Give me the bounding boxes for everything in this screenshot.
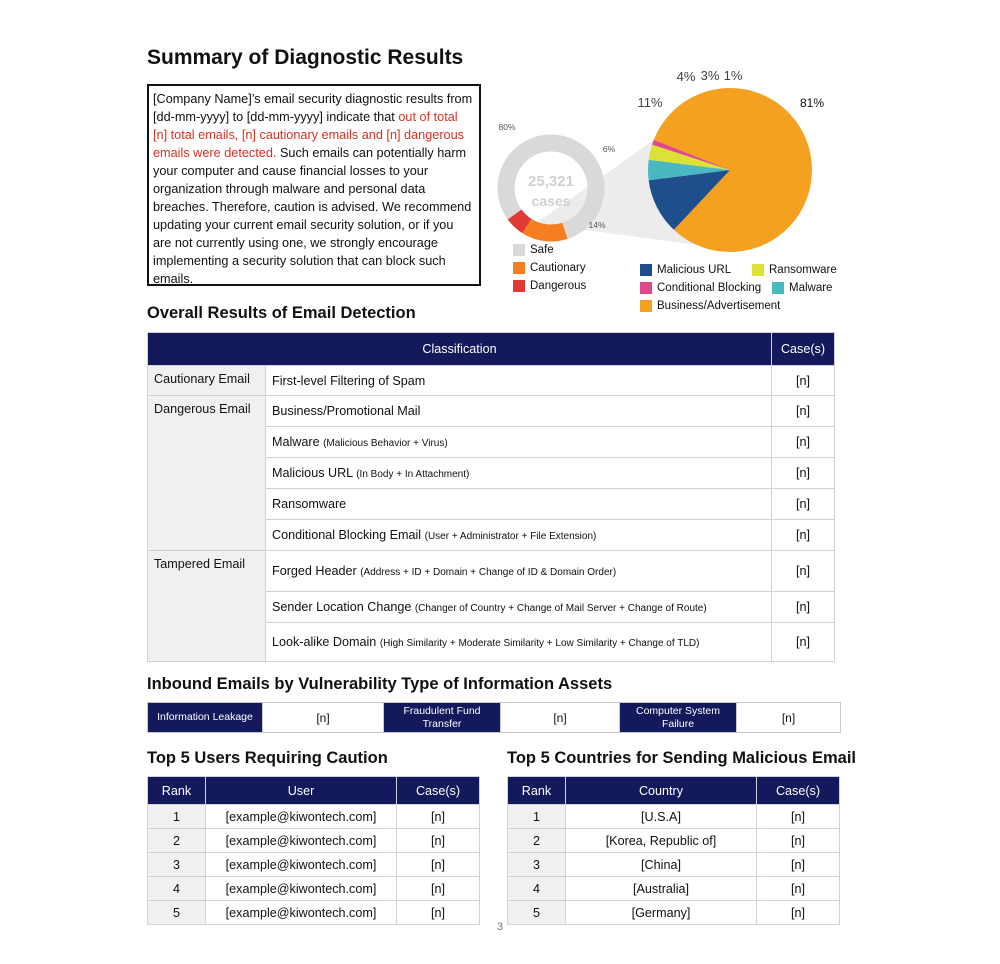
rank-cell: 2 — [148, 829, 206, 853]
classification-item — [266, 396, 772, 427]
donut-slice — [527, 226, 565, 233]
rank-cell: 3 — [508, 853, 566, 877]
overall-results-heading: Overall Results of Email Detection — [147, 304, 416, 322]
category-cell: Tampered Email — [148, 551, 266, 662]
case-count: [n] — [772, 427, 835, 458]
item-name: Forged Header — [272, 564, 357, 578]
page-title: Summary of Diagnostic Results — [147, 46, 464, 69]
rank-cell: 5 — [508, 901, 566, 925]
rank-cell: 3 — [148, 853, 206, 877]
rank-cell: 1 — [508, 805, 566, 829]
item-detail: (Malicious Behavior + Virus) — [323, 438, 448, 449]
case-count: [n] — [757, 877, 840, 901]
item-name: Conditional Blocking Email — [272, 528, 422, 542]
case-count: [n] — [757, 853, 840, 877]
table-row — [148, 877, 480, 901]
case-count: [n] — [397, 901, 480, 925]
legend-label: Dangerous — [530, 280, 587, 292]
item-name: Malicious URL — [272, 466, 353, 480]
legend-label: Safe — [530, 244, 554, 256]
legend-swatch — [513, 280, 525, 292]
donut-percent-label: 80% — [498, 122, 516, 132]
inbound-heading: Inbound Emails by Vulnerability Type of Information Assets — [147, 675, 613, 693]
country-cell: [Korea, Republic of] — [566, 829, 757, 853]
legend-item-cautionary — [513, 259, 586, 277]
pie-percent-label: 3% — [700, 68, 720, 83]
case-count: [n] — [397, 805, 480, 829]
item-detail: (High Similarity + Moderate Similarity + Low Similarity + Change of TLD) — [379, 638, 700, 649]
case-count: [n] — [397, 829, 480, 853]
case-count: [n] — [772, 592, 835, 623]
summary-text-part-1: [Company Name]’s email security diagnostic results from [dd-mm-yyyy] to [dd-mm-yyyy] indicate that — [153, 92, 473, 124]
donut-percent-label: 6% — [602, 144, 616, 154]
case-count: [n] — [772, 396, 835, 427]
vuln-value-information-leakage: [n] — [263, 703, 384, 733]
classification-item — [266, 366, 772, 396]
column-header-cases: Case(s) — [757, 777, 840, 805]
item-name: Sender Location Change — [272, 600, 412, 614]
pie-percent-label: 1% — [723, 68, 743, 83]
top-users-heading: Top 5 Users Requiring Caution — [147, 749, 388, 767]
rank-cell: 2 — [508, 829, 566, 853]
user-cell: [example@kiwontech.com] — [206, 829, 397, 853]
rank-cell: 4 — [508, 877, 566, 901]
pie-legend — [640, 261, 837, 315]
column-header-classification: Classification — [148, 333, 772, 366]
item-detail: (Address + ID + Domain + Change of ID & Domain Order) — [360, 567, 617, 578]
column-header-country: Country — [566, 777, 757, 805]
legend-swatch — [752, 264, 764, 276]
table-row — [148, 805, 480, 829]
pie-percent-label: 4% — [676, 69, 696, 84]
legend-label-malicious-url: Malicious URL — [657, 264, 732, 276]
vuln-label-information-leakage: Information Leakage — [148, 703, 263, 733]
classification-item — [266, 458, 772, 489]
table-row — [148, 396, 835, 427]
case-count: [n] — [772, 489, 835, 520]
rank-cell: 1 — [148, 805, 206, 829]
item-name: Look-alike Domain — [272, 635, 377, 649]
table-row — [508, 829, 840, 853]
user-cell: [example@kiwontech.com] — [206, 877, 397, 901]
summary-text-part-2: Such emails can potentially harm your computer and cause financial losses to your organization through malware and personal data breaches. Therefore, caution is advised. We recommend updating your current email security solution, or if you are not currently using one, we strongly encourage implementing a security solution that can block such emails. — [153, 146, 472, 286]
column-header-rank: Rank — [508, 777, 566, 805]
category-cell: Cautionary Email — [148, 366, 266, 396]
vuln-value-fraudulent-fund-transfer: [n] — [501, 703, 620, 733]
summary-text-highlight: out of total [n] total emails, [n] cautionary emails and [n] dangerous emails were detected. — [153, 110, 465, 160]
category-cell: Dangerous Email — [148, 396, 266, 551]
item-detail: (In Body + In Attachment) — [356, 469, 470, 480]
case-count: [n] — [772, 458, 835, 489]
legend-item-dangerous — [513, 277, 586, 295]
case-count: [n] — [757, 805, 840, 829]
item-name: First-level Filtering of Spam — [272, 373, 426, 388]
donut-slice — [515, 214, 527, 226]
table-row — [148, 551, 835, 592]
legend-item-safe — [513, 241, 586, 259]
table-row — [508, 877, 840, 901]
overall-results-table — [147, 332, 835, 662]
top-countries-heading: Top 5 Countries for Sending Malicious Email — [507, 749, 856, 767]
country-cell: [U.S.A] — [566, 805, 757, 829]
case-count: [n] — [757, 901, 840, 925]
rank-cell: 4 — [148, 877, 206, 901]
user-cell: [example@kiwontech.com] — [206, 853, 397, 877]
case-count: [n] — [772, 366, 835, 396]
case-count: [n] — [772, 623, 835, 662]
legend-swatch — [640, 300, 652, 312]
donut-legend — [513, 241, 586, 295]
user-cell: [example@kiwontech.com] — [206, 805, 397, 829]
user-cell: [example@kiwontech.com] — [206, 901, 397, 925]
country-cell: [China] — [566, 853, 757, 877]
rank-cell: 5 — [148, 901, 206, 925]
inbound-vulnerability-table — [147, 702, 841, 733]
legend-label-conditional-blocking: Conditional Blocking — [657, 282, 762, 294]
vuln-label-fraudulent-fund-transfer: Fraudulent Fund Transfer — [384, 703, 501, 733]
legend-label-business: Business/Advertisement — [657, 300, 781, 312]
item-name: Malware — [272, 435, 320, 449]
column-header-rank: Rank — [148, 777, 206, 805]
item-name: Business/Promotional Mail — [272, 404, 421, 418]
classification-item — [266, 623, 772, 662]
classification-item — [266, 427, 772, 458]
case-count: [n] — [772, 520, 835, 551]
table-row — [508, 805, 840, 829]
item-detail: (Changer of Country + Change of Mail Server + Change of Route) — [414, 603, 707, 614]
vuln-value-computer-system-failure: [n] — [737, 703, 841, 733]
vuln-label-computer-system-failure: Computer System Failure — [620, 703, 737, 733]
country-cell: [Australia] — [566, 877, 757, 901]
classification-item — [266, 592, 772, 623]
case-count: [n] — [397, 853, 480, 877]
legend-swatch — [640, 282, 652, 294]
column-header-cases: Case(s) — [397, 777, 480, 805]
case-count: [n] — [757, 829, 840, 853]
classification-item — [266, 520, 772, 551]
page-number: 3 — [496, 921, 504, 933]
case-count: [n] — [397, 877, 480, 901]
top-countries-table — [507, 776, 840, 925]
donut-center-value: 25,321 — [528, 173, 574, 190]
case-count: [n] — [772, 551, 835, 592]
legend-label-malware: Malware — [789, 282, 833, 294]
item-detail: (User + Administrator + File Extension) — [424, 531, 597, 542]
country-cell: [Germany] — [566, 901, 757, 925]
legend-label: Cautionary — [530, 262, 586, 274]
pie-percent-label: 11% — [637, 95, 663, 110]
pie-percent-label: 81% — [799, 96, 825, 110]
table-row — [148, 829, 480, 853]
classification-item — [266, 551, 772, 592]
donut-percent-label: 14% — [588, 220, 606, 230]
table-row — [148, 366, 835, 396]
donut-center-unit: cases — [531, 193, 571, 209]
column-header-user: User — [206, 777, 397, 805]
table-row — [508, 853, 840, 877]
table-row — [148, 853, 480, 877]
top-users-table — [147, 776, 480, 925]
legend-label-ransomware: Ransomware — [769, 264, 837, 276]
legend-swatch — [513, 262, 525, 274]
column-header-cases: Case(s) — [772, 333, 835, 366]
legend-swatch — [513, 244, 525, 256]
classification-item — [266, 489, 772, 520]
legend-swatch — [640, 264, 652, 276]
item-name: Ransomware — [272, 497, 347, 511]
legend-swatch — [772, 282, 784, 294]
summary-text-box — [147, 84, 481, 286]
